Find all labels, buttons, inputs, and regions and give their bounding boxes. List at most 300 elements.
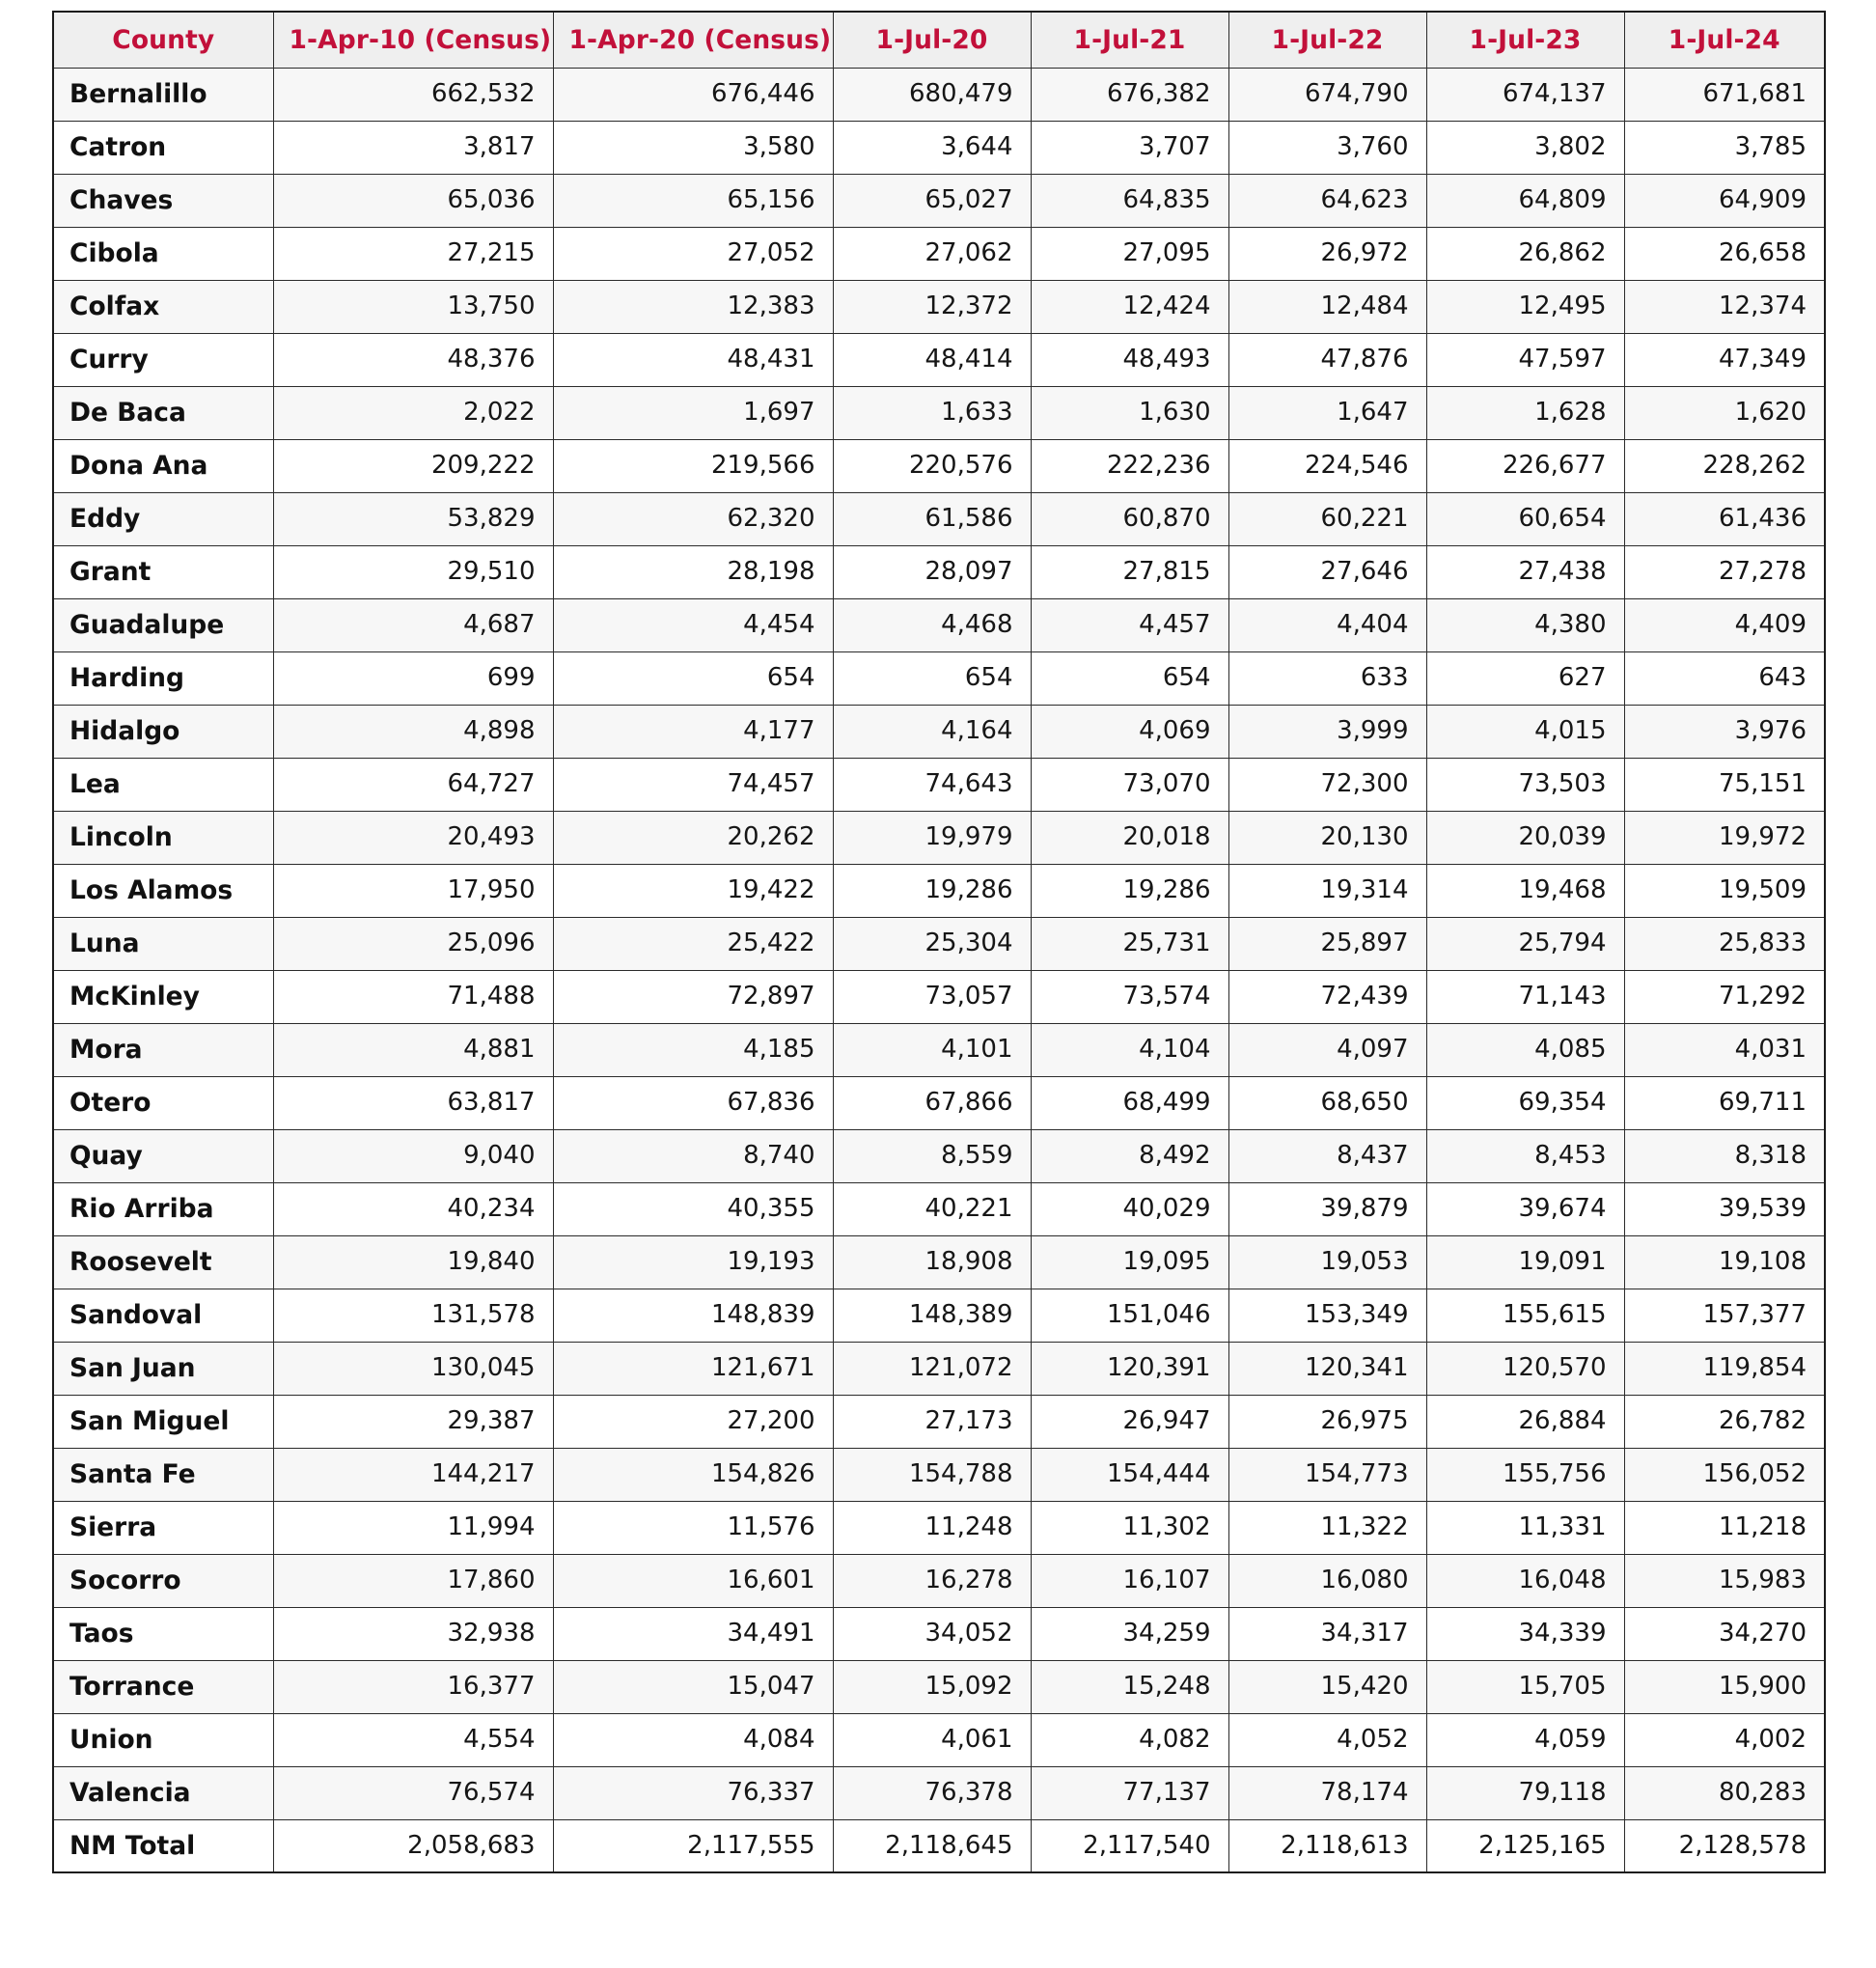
- population-value-cell: 26,658: [1624, 227, 1825, 280]
- population-value-cell: 40,234: [273, 1182, 553, 1235]
- population-value-cell: 48,431: [553, 333, 833, 386]
- population-value-cell: 643: [1624, 651, 1825, 705]
- population-value-cell: 27,095: [1031, 227, 1228, 280]
- population-value-cell: 2,022: [273, 386, 553, 439]
- population-value-cell: 154,788: [833, 1448, 1031, 1501]
- population-value-cell: 16,080: [1228, 1554, 1426, 1607]
- population-value-cell: 12,374: [1624, 280, 1825, 333]
- population-value-cell: 4,015: [1426, 705, 1624, 758]
- population-value-cell: 17,950: [273, 864, 553, 917]
- population-value-cell: 4,468: [833, 598, 1031, 651]
- population-value-cell: 4,085: [1426, 1023, 1624, 1076]
- table-row: [53, 1607, 1825, 1660]
- population-value-cell: 39,539: [1624, 1182, 1825, 1235]
- table-row: [53, 1076, 1825, 1129]
- county-name-cell: Sierra: [53, 1501, 273, 1554]
- population-value-cell: 60,221: [1228, 492, 1426, 545]
- population-value-cell: 65,156: [553, 174, 833, 227]
- population-value-cell: 34,052: [833, 1607, 1031, 1660]
- population-value-cell: 34,270: [1624, 1607, 1825, 1660]
- table-row: [53, 1395, 1825, 1448]
- population-value-cell: 61,586: [833, 492, 1031, 545]
- population-value-cell: 11,218: [1624, 1501, 1825, 1554]
- table-row: [53, 121, 1825, 174]
- population-value-cell: 4,061: [833, 1713, 1031, 1766]
- population-value-cell: 15,705: [1426, 1660, 1624, 1713]
- population-value-cell: 4,097: [1228, 1023, 1426, 1076]
- county-name-cell: Mora: [53, 1023, 273, 1076]
- population-value-cell: 120,391: [1031, 1342, 1228, 1395]
- population-value-cell: 11,248: [833, 1501, 1031, 1554]
- population-value-cell: 4,052: [1228, 1713, 1426, 1766]
- table-row: [53, 280, 1825, 333]
- population-value-cell: 4,554: [273, 1713, 553, 1766]
- population-value-cell: 2,117,555: [553, 1819, 833, 1872]
- population-value-cell: 2,125,165: [1426, 1819, 1624, 1872]
- population-value-cell: 8,740: [553, 1129, 833, 1182]
- population-value-cell: 27,815: [1031, 545, 1228, 598]
- population-value-cell: 19,053: [1228, 1235, 1426, 1289]
- population-value-cell: 4,380: [1426, 598, 1624, 651]
- population-value-cell: 19,193: [553, 1235, 833, 1289]
- county-name-cell: Otero: [53, 1076, 273, 1129]
- population-value-cell: 19,108: [1624, 1235, 1825, 1289]
- population-value-cell: 25,794: [1426, 917, 1624, 970]
- county-name-cell: Curry: [53, 333, 273, 386]
- population-value-cell: 12,383: [553, 280, 833, 333]
- population-value-cell: 3,644: [833, 121, 1031, 174]
- population-value-cell: 19,286: [1031, 864, 1228, 917]
- county-name-cell: NM Total: [53, 1819, 273, 1872]
- county-name-cell: Union: [53, 1713, 273, 1766]
- population-value-cell: 4,881: [273, 1023, 553, 1076]
- population-value-cell: 75,151: [1624, 758, 1825, 811]
- population-value-cell: 2,117,540: [1031, 1819, 1228, 1872]
- population-value-cell: 16,107: [1031, 1554, 1228, 1607]
- population-value-cell: 74,643: [833, 758, 1031, 811]
- population-value-cell: 12,495: [1426, 280, 1624, 333]
- table-row: [53, 68, 1825, 121]
- population-value-cell: 209,222: [273, 439, 553, 492]
- table-row: [53, 1448, 1825, 1501]
- population-value-cell: 222,236: [1031, 439, 1228, 492]
- population-value-cell: 654: [833, 651, 1031, 705]
- population-value-cell: 64,835: [1031, 174, 1228, 227]
- population-value-cell: 4,457: [1031, 598, 1228, 651]
- population-value-cell: 34,259: [1031, 1607, 1228, 1660]
- population-value-cell: 153,349: [1228, 1289, 1426, 1342]
- population-value-cell: 130,045: [273, 1342, 553, 1395]
- population-value-cell: 71,488: [273, 970, 553, 1023]
- population-value-cell: 154,773: [1228, 1448, 1426, 1501]
- population-value-cell: 4,454: [553, 598, 833, 651]
- county-name-cell: Grant: [53, 545, 273, 598]
- population-value-cell: 71,292: [1624, 970, 1825, 1023]
- table-row: [53, 864, 1825, 917]
- county-name-cell: Sandoval: [53, 1289, 273, 1342]
- table-row: [53, 1819, 1825, 1872]
- population-value-cell: 79,118: [1426, 1766, 1624, 1819]
- population-value-cell: 76,574: [273, 1766, 553, 1819]
- population-value-cell: 27,278: [1624, 545, 1825, 598]
- population-value-cell: 633: [1228, 651, 1426, 705]
- population-value-cell: 20,039: [1426, 811, 1624, 864]
- population-value-cell: 17,860: [273, 1554, 553, 1607]
- header-row: [53, 12, 1825, 68]
- population-value-cell: 20,262: [553, 811, 833, 864]
- population-value-cell: 121,671: [553, 1342, 833, 1395]
- population-value-cell: 151,046: [1031, 1289, 1228, 1342]
- population-value-cell: 20,493: [273, 811, 553, 864]
- table-row: [53, 758, 1825, 811]
- column-header-apr-2020: 1-Apr-20 (Census): [553, 12, 833, 68]
- population-value-cell: 654: [1031, 651, 1228, 705]
- population-value-cell: 4,101: [833, 1023, 1031, 1076]
- column-header-jul-2023: 1-Jul-23: [1426, 12, 1624, 68]
- table-row: [53, 492, 1825, 545]
- county-name-cell: Taos: [53, 1607, 273, 1660]
- county-name-cell: McKinley: [53, 970, 273, 1023]
- population-value-cell: 4,069: [1031, 705, 1228, 758]
- population-value-cell: 4,409: [1624, 598, 1825, 651]
- population-value-cell: 64,727: [273, 758, 553, 811]
- population-value-cell: 674,137: [1426, 68, 1624, 121]
- population-value-cell: 8,492: [1031, 1129, 1228, 1182]
- population-value-cell: 27,646: [1228, 545, 1426, 598]
- population-value-cell: 219,566: [553, 439, 833, 492]
- population-value-cell: 48,493: [1031, 333, 1228, 386]
- county-name-cell: Luna: [53, 917, 273, 970]
- population-value-cell: 662,532: [273, 68, 553, 121]
- population-value-cell: 1,697: [553, 386, 833, 439]
- county-name-cell: Valencia: [53, 1766, 273, 1819]
- population-value-cell: 27,200: [553, 1395, 833, 1448]
- population-value-cell: 67,836: [553, 1076, 833, 1129]
- table-row: [53, 811, 1825, 864]
- population-value-cell: 11,322: [1228, 1501, 1426, 1554]
- population-value-cell: 25,731: [1031, 917, 1228, 970]
- population-value-cell: 19,979: [833, 811, 1031, 864]
- population-value-cell: 27,052: [553, 227, 833, 280]
- table-row: [53, 1554, 1825, 1607]
- population-value-cell: 224,546: [1228, 439, 1426, 492]
- population-value-cell: 67,866: [833, 1076, 1031, 1129]
- population-value-cell: 627: [1426, 651, 1624, 705]
- population-value-cell: 19,972: [1624, 811, 1825, 864]
- population-value-cell: 19,468: [1426, 864, 1624, 917]
- table-row: [53, 333, 1825, 386]
- population-value-cell: 3,580: [553, 121, 833, 174]
- population-value-cell: 80,283: [1624, 1766, 1825, 1819]
- population-value-cell: 3,802: [1426, 121, 1624, 174]
- population-value-cell: 29,387: [273, 1395, 553, 1448]
- table-row: [53, 386, 1825, 439]
- population-value-cell: 154,826: [553, 1448, 833, 1501]
- table-row: [53, 1660, 1825, 1713]
- population-value-cell: 47,597: [1426, 333, 1624, 386]
- population-value-cell: 119,854: [1624, 1342, 1825, 1395]
- population-value-cell: 73,070: [1031, 758, 1228, 811]
- population-value-cell: 156,052: [1624, 1448, 1825, 1501]
- table-row: [53, 1235, 1825, 1289]
- population-value-cell: 26,862: [1426, 227, 1624, 280]
- population-value-cell: 654: [553, 651, 833, 705]
- population-value-cell: 26,884: [1426, 1395, 1624, 1448]
- population-value-cell: 154,444: [1031, 1448, 1228, 1501]
- population-value-cell: 19,091: [1426, 1235, 1624, 1289]
- population-value-cell: 61,436: [1624, 492, 1825, 545]
- population-value-cell: 671,681: [1624, 68, 1825, 121]
- population-value-cell: 47,349: [1624, 333, 1825, 386]
- county-name-cell: Harding: [53, 651, 273, 705]
- population-value-cell: 62,320: [553, 492, 833, 545]
- population-value-cell: 8,453: [1426, 1129, 1624, 1182]
- table-row: [53, 651, 1825, 705]
- population-value-cell: 120,341: [1228, 1342, 1426, 1395]
- population-value-cell: 3,785: [1624, 121, 1825, 174]
- population-value-cell: 64,623: [1228, 174, 1426, 227]
- population-value-cell: 11,302: [1031, 1501, 1228, 1554]
- population-value-cell: 11,994: [273, 1501, 553, 1554]
- population-value-cell: 26,972: [1228, 227, 1426, 280]
- population-value-cell: 26,975: [1228, 1395, 1426, 1448]
- population-value-cell: 65,036: [273, 174, 553, 227]
- population-value-cell: 4,031: [1624, 1023, 1825, 1076]
- population-value-cell: 1,630: [1031, 386, 1228, 439]
- population-value-cell: 676,382: [1031, 68, 1228, 121]
- population-value-cell: 1,628: [1426, 386, 1624, 439]
- population-value-cell: 16,048: [1426, 1554, 1624, 1607]
- population-value-cell: 15,047: [553, 1660, 833, 1713]
- county-name-cell: Socorro: [53, 1554, 273, 1607]
- population-table-container: [52, 11, 1824, 1873]
- table-row: [53, 1713, 1825, 1766]
- population-value-cell: 60,870: [1031, 492, 1228, 545]
- population-value-cell: 155,756: [1426, 1448, 1624, 1501]
- population-value-cell: 27,215: [273, 227, 553, 280]
- table-row: [53, 1342, 1825, 1395]
- population-value-cell: 27,173: [833, 1395, 1031, 1448]
- population-value-cell: 32,938: [273, 1607, 553, 1660]
- population-value-cell: 69,354: [1426, 1076, 1624, 1129]
- table-row: [53, 1023, 1825, 1076]
- population-value-cell: 60,654: [1426, 492, 1624, 545]
- population-value-cell: 25,897: [1228, 917, 1426, 970]
- population-value-cell: 4,104: [1031, 1023, 1228, 1076]
- population-value-cell: 73,503: [1426, 758, 1624, 811]
- population-value-cell: 13,750: [273, 280, 553, 333]
- population-value-cell: 26,782: [1624, 1395, 1825, 1448]
- population-value-cell: 39,879: [1228, 1182, 1426, 1235]
- population-value-cell: 699: [273, 651, 553, 705]
- table-body: [53, 68, 1825, 1872]
- population-value-cell: 40,029: [1031, 1182, 1228, 1235]
- county-name-cell: San Juan: [53, 1342, 273, 1395]
- table-row: [53, 917, 1825, 970]
- population-value-cell: 73,574: [1031, 970, 1228, 1023]
- population-value-cell: 25,422: [553, 917, 833, 970]
- population-value-cell: 74,457: [553, 758, 833, 811]
- county-name-cell: Chaves: [53, 174, 273, 227]
- county-name-cell: Roosevelt: [53, 1235, 273, 1289]
- table-row: [53, 1501, 1825, 1554]
- population-value-cell: 155,615: [1426, 1289, 1624, 1342]
- population-value-cell: 64,909: [1624, 174, 1825, 227]
- county-name-cell: Lea: [53, 758, 273, 811]
- population-value-cell: 674,790: [1228, 68, 1426, 121]
- population-value-cell: 1,647: [1228, 386, 1426, 439]
- column-header-jul-2021: 1-Jul-21: [1031, 12, 1228, 68]
- population-value-cell: 148,839: [553, 1289, 833, 1342]
- population-value-cell: 8,437: [1228, 1129, 1426, 1182]
- population-value-cell: 78,174: [1228, 1766, 1426, 1819]
- population-value-cell: 15,983: [1624, 1554, 1825, 1607]
- population-value-cell: 16,377: [273, 1660, 553, 1713]
- population-value-cell: 4,082: [1031, 1713, 1228, 1766]
- population-value-cell: 3,707: [1031, 121, 1228, 174]
- population-value-cell: 8,559: [833, 1129, 1031, 1182]
- population-value-cell: 228,262: [1624, 439, 1825, 492]
- population-value-cell: 15,248: [1031, 1660, 1228, 1713]
- population-value-cell: 19,286: [833, 864, 1031, 917]
- population-value-cell: 19,314: [1228, 864, 1426, 917]
- county-name-cell: Cibola: [53, 227, 273, 280]
- population-value-cell: 53,829: [273, 492, 553, 545]
- population-value-cell: 77,137: [1031, 1766, 1228, 1819]
- population-value-cell: 64,809: [1426, 174, 1624, 227]
- population-value-cell: 226,677: [1426, 439, 1624, 492]
- population-value-cell: 3,999: [1228, 705, 1426, 758]
- county-name-cell: De Baca: [53, 386, 273, 439]
- population-value-cell: 47,876: [1228, 333, 1426, 386]
- population-value-cell: 144,217: [273, 1448, 553, 1501]
- table-row: [53, 1129, 1825, 1182]
- population-value-cell: 4,164: [833, 705, 1031, 758]
- population-value-cell: 34,317: [1228, 1607, 1426, 1660]
- population-value-cell: 73,057: [833, 970, 1031, 1023]
- population-value-cell: 131,578: [273, 1289, 553, 1342]
- population-value-cell: 69,711: [1624, 1076, 1825, 1129]
- population-value-cell: 15,420: [1228, 1660, 1426, 1713]
- population-value-cell: 19,422: [553, 864, 833, 917]
- county-name-cell: Quay: [53, 1129, 273, 1182]
- population-value-cell: 20,130: [1228, 811, 1426, 864]
- population-value-cell: 1,633: [833, 386, 1031, 439]
- county-name-cell: Lincoln: [53, 811, 273, 864]
- population-value-cell: 27,062: [833, 227, 1031, 280]
- population-value-cell: 68,650: [1228, 1076, 1426, 1129]
- population-value-cell: 34,339: [1426, 1607, 1624, 1660]
- population-value-cell: 72,300: [1228, 758, 1426, 811]
- population-value-cell: 40,221: [833, 1182, 1031, 1235]
- county-name-cell: Eddy: [53, 492, 273, 545]
- column-header-jul-2022: 1-Jul-22: [1228, 12, 1426, 68]
- population-value-cell: 4,404: [1228, 598, 1426, 651]
- population-value-cell: 4,084: [553, 1713, 833, 1766]
- population-value-cell: 72,897: [553, 970, 833, 1023]
- population-value-cell: 4,177: [553, 705, 833, 758]
- population-value-cell: 34,491: [553, 1607, 833, 1660]
- population-value-cell: 4,059: [1426, 1713, 1624, 1766]
- population-value-cell: 1,620: [1624, 386, 1825, 439]
- population-value-cell: 65,027: [833, 174, 1031, 227]
- population-value-cell: 19,840: [273, 1235, 553, 1289]
- population-value-cell: 12,372: [833, 280, 1031, 333]
- population-value-cell: 19,509: [1624, 864, 1825, 917]
- population-value-cell: 2,118,613: [1228, 1819, 1426, 1872]
- column-header-county: County: [53, 12, 273, 68]
- population-value-cell: 19,095: [1031, 1235, 1228, 1289]
- county-name-cell: Dona Ana: [53, 439, 273, 492]
- population-value-cell: 12,484: [1228, 280, 1426, 333]
- population-value-cell: 9,040: [273, 1129, 553, 1182]
- table-row: [53, 545, 1825, 598]
- population-value-cell: 68,499: [1031, 1076, 1228, 1129]
- population-value-cell: 120,570: [1426, 1342, 1624, 1395]
- population-value-cell: 3,760: [1228, 121, 1426, 174]
- population-value-cell: 28,198: [553, 545, 833, 598]
- county-name-cell: Santa Fe: [53, 1448, 273, 1501]
- population-value-cell: 11,331: [1426, 1501, 1624, 1554]
- population-value-cell: 680,479: [833, 68, 1031, 121]
- population-value-cell: 18,908: [833, 1235, 1031, 1289]
- population-value-cell: 11,576: [553, 1501, 833, 1554]
- county-name-cell: Hidalgo: [53, 705, 273, 758]
- population-value-cell: 121,072: [833, 1342, 1031, 1395]
- population-value-cell: 76,378: [833, 1766, 1031, 1819]
- county-name-cell: Bernalillo: [53, 68, 273, 121]
- table-header: [53, 12, 1825, 68]
- population-value-cell: 71,143: [1426, 970, 1624, 1023]
- county-name-cell: Torrance: [53, 1660, 273, 1713]
- population-value-cell: 2,058,683: [273, 1819, 553, 1872]
- population-value-cell: 157,377: [1624, 1289, 1825, 1342]
- county-name-cell: Colfax: [53, 280, 273, 333]
- population-value-cell: 676,446: [553, 68, 833, 121]
- column-header-jul-2024: 1-Jul-24: [1624, 12, 1825, 68]
- population-value-cell: 16,601: [553, 1554, 833, 1607]
- county-population-table: [52, 11, 1826, 1873]
- county-name-cell: Los Alamos: [53, 864, 273, 917]
- county-name-cell: Catron: [53, 121, 273, 174]
- population-value-cell: 4,687: [273, 598, 553, 651]
- population-value-cell: 25,304: [833, 917, 1031, 970]
- table-row: [53, 705, 1825, 758]
- population-value-cell: 2,118,645: [833, 1819, 1031, 1872]
- population-value-cell: 63,817: [273, 1076, 553, 1129]
- table-row: [53, 439, 1825, 492]
- population-value-cell: 20,018: [1031, 811, 1228, 864]
- population-value-cell: 28,097: [833, 545, 1031, 598]
- population-value-cell: 76,337: [553, 1766, 833, 1819]
- county-name-cell: Rio Arriba: [53, 1182, 273, 1235]
- population-value-cell: 15,900: [1624, 1660, 1825, 1713]
- population-value-cell: 25,833: [1624, 917, 1825, 970]
- population-value-cell: 39,674: [1426, 1182, 1624, 1235]
- population-value-cell: 4,002: [1624, 1713, 1825, 1766]
- table-row: [53, 970, 1825, 1023]
- population-value-cell: 4,185: [553, 1023, 833, 1076]
- column-header-apr-2010: 1-Apr-10 (Census): [273, 12, 553, 68]
- population-value-cell: 4,898: [273, 705, 553, 758]
- table-row: [53, 174, 1825, 227]
- table-row: [53, 1182, 1825, 1235]
- population-value-cell: 2,128,578: [1624, 1819, 1825, 1872]
- population-value-cell: 16,278: [833, 1554, 1031, 1607]
- column-header-jul-2020: 1-Jul-20: [833, 12, 1031, 68]
- population-value-cell: 15,092: [833, 1660, 1031, 1713]
- county-name-cell: San Miguel: [53, 1395, 273, 1448]
